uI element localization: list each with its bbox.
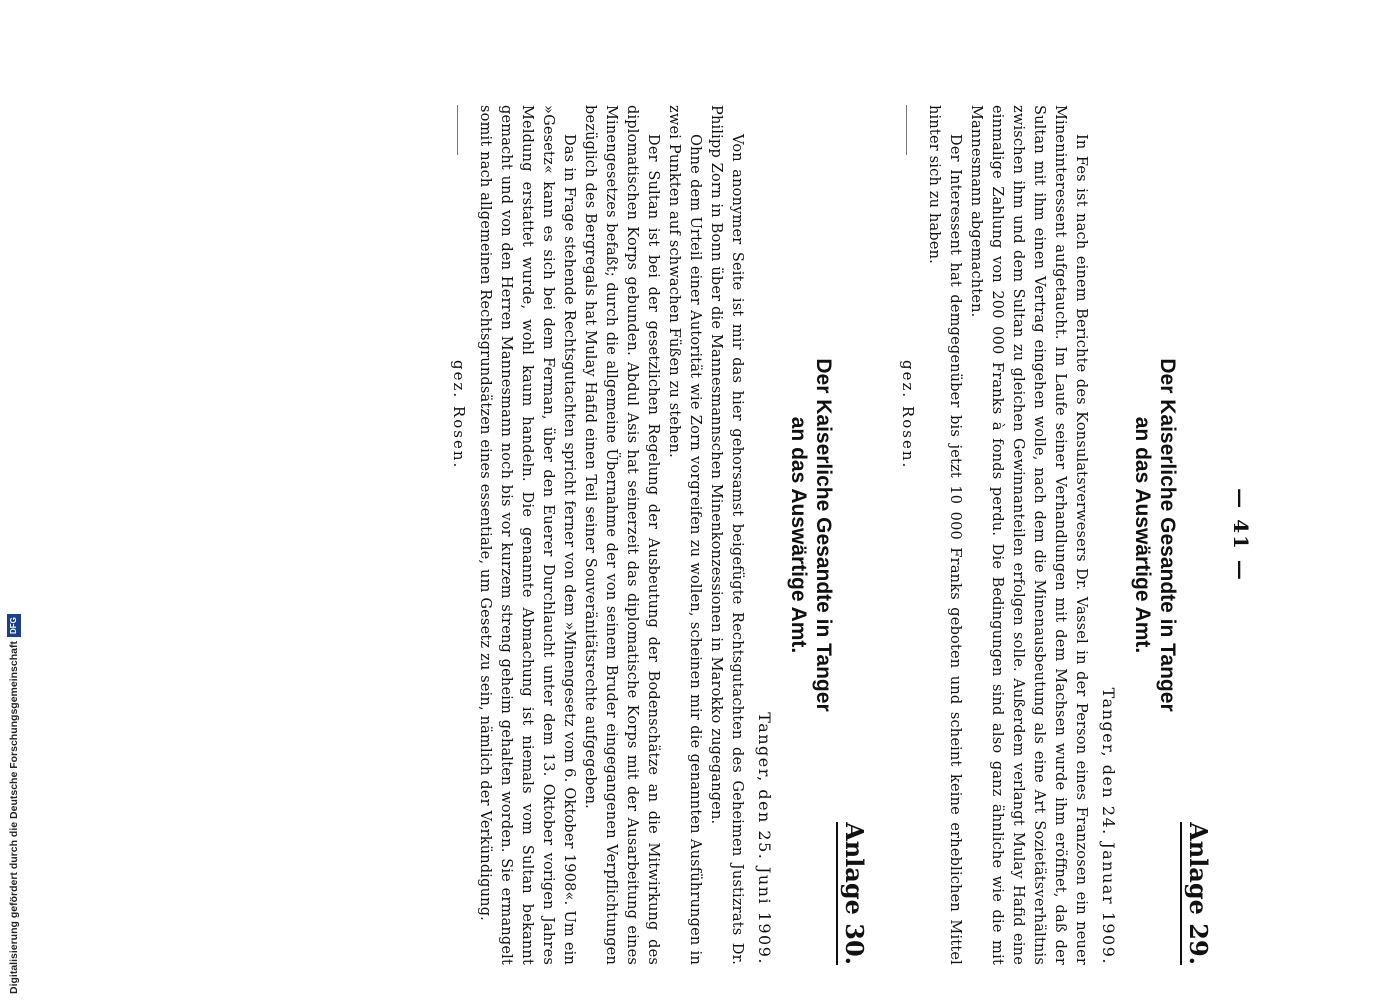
digitization-credit: [4, 0, 24, 1000]
annex-30-heading-line1: Der Kaiserliche Gesandte in Tanger: [812, 358, 835, 712]
annex-29-signature-row: [883, 105, 917, 965]
annex-29-heading-line1: Der Kaiserliche Gesandte in Tanger: [1156, 358, 1179, 712]
page-content: [434, 105, 1253, 965]
annex-29-divider: [906, 105, 907, 155]
annex-30-dateline: Tanger, den 25. Juni 1909.: [755, 712, 774, 965]
page-number: — 41 —: [1229, 488, 1253, 582]
annex-29-paragraph-1: In Fes ist nach einem Berichte des Konsulatsverwesers Dr. Vassel in der Person eines Franzosen ein neuer Mineninteressent aufgetaucht. Im Laufe seiner Verhandlungen mit dem Machsen wurde ihm eröffnet, daß der Sultan mit ihm einen Vertrag eingehen wolle, nach dem die Minenausbeutung als eine Art Sozietätsverhältnis zwischen ihm und dem Sultan zu gleichen Gewinnanteilen erfolgen solle. Außerdem verlangt Mulay Hafid eine einmalige Zahlung von 200 000 Franks à fonds perdu. Die Bedingungen sind also ganz ähnliche wie die mit Mannesmann abgemachten.: [968, 105, 1089, 965]
annex-30-paragraph-1: Von anonymer Seite ist mir das hier gehorsamst beigefügte Rechtsgutachten des Geheimen Justizrats Dr. Philipp Zorn in Bonn über die Mannesmannschen Minenkonzessionen in Marokko zugegangen.: [708, 105, 745, 965]
annex-30-paragraph-2: Ohne dem Urteil einer Autorität wie Zorn vorgreifen zu wollen, scheinen mir die genannten Ausführungen in zwei Punkten auf schwachen Füßen zu stehen.: [666, 105, 703, 965]
annex-30-signature-row: [434, 105, 468, 965]
annex-30-paragraph-3: Der Sultan ist bei der gesetzlichen Regelung der Ausbeutung der Bodenschätze an die Mitwirkung des diplomatischen Korps gebunden. Abdul Asis hat seinerzeit das diplomatische Korps mit der Ausarbeitung eines Minengesetzes befaßt; durch die allgemeine Übernahme der von seinem Bruder eingegangenen Verpflichtungen bezüglich des Bergregals hat Mulay Hafid einen Teil seiner Souveränitätsrechte aufgegeben.: [582, 105, 661, 965]
annex-30-label: Anlage 30.: [836, 822, 869, 965]
annex-30-heading: [786, 105, 836, 965]
annex-29-signature: gez. Rosen.: [899, 360, 917, 470]
annex-30-divider: [457, 105, 458, 155]
annex-29-paragraph-2: Der Interessent hat demgegenüber bis jetzt 10 000 Franks geboten und scheint keine erheblichen Mittel hinter sich zu haben.: [926, 105, 963, 965]
annex-29-label: Anlage 29.: [1180, 822, 1213, 965]
annex-30-heading-line2: an das Auswärtige Amt.: [787, 416, 810, 654]
digitization-credit-text: Digitalisierung gefördert durch die Deutsche Forschungsgemeinschaft: [8, 641, 20, 994]
annex-29-heading-line2: an das Auswärtige Amt.: [1131, 416, 1154, 654]
annex-30-signature: gez. Rosen.: [450, 360, 468, 470]
annex-30-paragraph-4: Das in Frage stehende Rechtsgutachten spricht ferner von dem »Minengesetz vom 6. Oktober 1908«. Um ein »Gesetz« kann es sich bei dem Ferman, über den Euerer Durchlaucht unter dem 13. Oktober vorigen Jahres Meldung erstattet wurde, wohl kaum handeln. Die genannte Abmachung ist niemals vom Sultan bekannt gemacht und von den Herren Mannesmann noch bis vor kurzem streng geheim gehalten worden. Sie ermangelt somit nach allgemeinen Rechtsgrundsätzen eines essentiale, um Gesetz zu sein, nämlich der Verkündigung.: [477, 105, 577, 965]
dfg-logo-icon: DFG: [7, 614, 21, 637]
annex-29-dateline: Tanger, den 24. Januar 1909.: [1099, 687, 1118, 965]
annex-30: [434, 105, 869, 965]
annex-29: [883, 105, 1213, 965]
annex-29-heading: [1130, 105, 1180, 965]
